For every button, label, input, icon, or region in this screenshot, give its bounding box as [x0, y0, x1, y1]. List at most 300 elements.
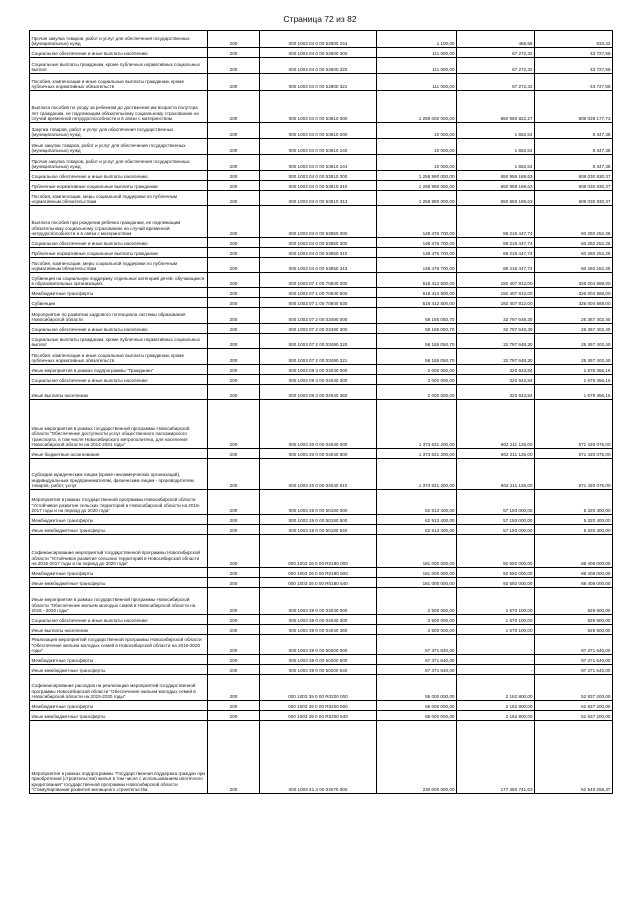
row-name: Пособия, компенсации и иные социальные выплаты гражданам, кроме публичных нормативных обязательств [30, 349, 208, 365]
row-approved: 518 412 500,00 [377, 298, 457, 308]
row-executed: 92 592 000,00 [457, 578, 535, 588]
row-remainder: 571 420 075,00 [535, 459, 613, 490]
row-executed: 67 272,32 [457, 48, 535, 58]
row-remainder: 52 837 200,00 [535, 675, 613, 701]
row-remainder: 608 030 830,37 [535, 191, 613, 206]
row-admin-code: 200 [208, 400, 260, 449]
row-approved: 148 476 700,00 [377, 206, 457, 238]
row-approved: 518 412 500,00 [377, 273, 457, 288]
row-executed: - [457, 635, 535, 655]
row-admin-code: 200 [208, 625, 260, 635]
row-approved: 10 000,00 [377, 155, 457, 171]
table-row [30, 515, 613, 525]
row-budget-code: 000 1003 04 0 00 53810 313 [260, 191, 377, 206]
row-admin-code: 200 [208, 490, 260, 515]
row-name: Иные выплаты населению [30, 625, 208, 635]
page-header: Страница 72 из 82 [283, 14, 357, 24]
row-approved: 181 000 000,00 [377, 568, 457, 578]
row-name: Иные межбюджетные трансферты [30, 525, 208, 535]
row-approved: 230 000 000,00 [377, 721, 457, 794]
row-approved: 1 258 990 000,00 [377, 171, 457, 181]
row-name: Социальное обеспечение и иные выплаты населению [30, 615, 208, 625]
row-executed: 192 407 812,00 [457, 288, 535, 298]
row-remainder: 608 030 830,37 [535, 181, 613, 191]
row-approved: 58 165 050,70 [377, 349, 457, 365]
row-remainder: 43 727,68 [535, 74, 613, 91]
row-remainder: 25 367 402,40 [535, 324, 613, 334]
row-name: Межбюджетные трансферты [30, 701, 208, 711]
table-row [30, 334, 613, 349]
table-row [30, 459, 613, 490]
row-remainder: 88 408 000,00 [535, 568, 613, 578]
row-admin-code: 200 [208, 459, 260, 490]
row-name: Межбюджетные трансферты [30, 288, 208, 298]
row-budget-code: 000 1003 09 3 00 04040 000 [260, 365, 377, 375]
row-admin-code: 200 [208, 449, 260, 459]
row-budget-code: 000 1003 39 0 00 04040 000 [260, 588, 377, 615]
row-budget-code: 000 1003 04 0 00 53810 310 [260, 181, 377, 191]
table-row [30, 365, 613, 375]
row-approved: 10 000,00 [377, 123, 457, 139]
table-row [30, 615, 613, 625]
row-admin-code: 200 [208, 701, 260, 711]
row-name: Пособия, компенсации, меры социальной поддержки по публичным нормативным обязательствам [30, 191, 208, 206]
row-executed: 192 407 812,00 [457, 273, 535, 288]
row-admin-code: 200 [208, 308, 260, 324]
row-approved: 181 000 000,00 [377, 535, 457, 568]
row-remainder: 60 260 252,26 [535, 258, 613, 273]
row-remainder: 87 371 640,00 [535, 635, 613, 655]
table-row [30, 91, 613, 123]
row-executed: - [457, 665, 535, 675]
row-approved: 1 258 990 000,00 [377, 191, 457, 206]
row-approved: 1 373 631 200,00 [377, 459, 457, 490]
table-row [30, 31, 613, 48]
row-name: Публичные нормативные социальные выплаты гражданам [30, 248, 208, 258]
row-name: Иные выплаты населению [30, 385, 208, 400]
row-remainder: 8 347,36 [535, 123, 613, 139]
row-remainder: 326 004 688,00 [535, 298, 613, 308]
row-budget-code: 000 1003 39 0 00 50200 540 [260, 665, 377, 675]
row-approved: 55 000 000,00 [377, 675, 457, 701]
row-name: Выплата пособия при рождении ребенка гражданам, не подлежащим обязательному социальному страхованию на случай временной нетрудоспособности и в связи с материнством [30, 206, 208, 238]
row-executed: 67 272,32 [457, 74, 535, 91]
table-row [30, 349, 613, 365]
row-executed: 92 592 000,00 [457, 568, 535, 578]
row-budget-code: 000 1003 26 0 00 50180 540 [260, 525, 377, 535]
row-executed: 1 570 100,00 [457, 625, 535, 635]
row-budget-code: 000 1003 26 0 00 R0180 000 [260, 535, 377, 568]
row-approved: 58 165 050,70 [377, 324, 457, 334]
row-executed: 32 797 648,30 [457, 334, 535, 349]
row-admin-code: 200 [208, 171, 260, 181]
row-admin-code: 200 [208, 615, 260, 625]
row-budget-code: 000 1003 20 0 00 04040 810 [260, 459, 377, 490]
row-name: Межбюджетные трансферты [30, 515, 208, 525]
row-budget-code: 000 1003 07 1 00 70840 000 [260, 273, 377, 288]
row-approved: 181 000 000,00 [377, 578, 457, 588]
row-admin-code: 200 [208, 155, 260, 171]
row-name: Иные межбюджетные трансферты [30, 711, 208, 721]
row-budget-code: 000 1003 39 0 00 R0200 540 [260, 711, 377, 721]
row-approved: 111 000,00 [377, 74, 457, 91]
table-row [30, 238, 613, 248]
row-approved: 1 258 990 000,00 [377, 181, 457, 191]
row-approved: 58 165 050,70 [377, 308, 457, 324]
row-executed: 88 216 447,74 [457, 238, 535, 248]
table-row [30, 288, 613, 298]
row-admin-code: 200 [208, 273, 260, 288]
table-row [30, 308, 613, 324]
row-budget-code: 000 1003 20 0 00 04040 000 [260, 400, 377, 449]
row-admin-code: 200 [208, 635, 260, 655]
row-budget-code: 000 1003 04 0 00 52800 320 [260, 58, 377, 74]
row-executed: 2 162 800,00 [457, 675, 535, 701]
row-budget-code: 000 1003 09 3 00 04040 300 [260, 375, 377, 385]
row-name: Пособия, компенсации, меры социальной поддержки по публичным нормативным обязательствам [30, 258, 208, 273]
row-executed: 1 570 100,00 [457, 615, 535, 625]
row-admin-code: 200 [208, 91, 260, 123]
row-name: Социальное обеспечение и иные выплаты населению [30, 48, 208, 58]
row-name: Софинансирование расходов на реализацию мероприятий государственной программы Новосибирской области "Обеспечение жильем молодых семей в Новосибирской области на 2015-2020 годы" [30, 675, 208, 701]
row-remainder: 571 420 075,00 [535, 449, 613, 459]
row-remainder: 8 347,36 [535, 139, 613, 155]
row-admin-code: 200 [208, 48, 260, 58]
row-executed: 177 450 741,63 [457, 721, 535, 794]
row-executed: 32 797 648,30 [457, 324, 535, 334]
row-executed: 67 272,32 [457, 58, 535, 74]
table-row [30, 675, 613, 701]
row-remainder: 43 727,68 [535, 48, 613, 58]
row-budget-code: 000 1003 39 0 00 04040 300 [260, 615, 377, 625]
row-remainder: 571 420 075,00 [535, 400, 613, 449]
table-row [30, 248, 613, 258]
row-executed: 2 162 800,00 [457, 701, 535, 711]
row-remainder: 25 367 402,40 [535, 334, 613, 349]
table-row [30, 655, 613, 665]
row-remainder: 326 004 688,00 [535, 288, 613, 298]
row-name: Иные бюджетные ассигнования [30, 449, 208, 459]
row-admin-code: 200 [208, 568, 260, 578]
table-row [30, 535, 613, 568]
row-approved: 2 000 000,00 [377, 385, 457, 400]
row-name: Социальное обеспечение и иные выплаты населению [30, 375, 208, 385]
row-admin-code: 200 [208, 324, 260, 334]
row-name: Софинансирование мероприятий государственной программы Новосибирской области "Устойчивое развитие сельских территорий в Новосибирской области на 2015-2017 годы и на период до 2020 года" [30, 535, 208, 568]
table-row [30, 273, 613, 288]
row-approved: 55 000 000,00 [377, 711, 457, 721]
row-budget-code: 000 1003 04 0 00 52800 300 [260, 48, 377, 58]
row-approved: 62 513 400,00 [377, 490, 457, 515]
row-name: Социальные выплаты гражданам, кроме публичных нормативных социальных выплат [30, 334, 208, 349]
row-budget-code: 000 1003 07 2 00 03490 000 [260, 308, 377, 324]
row-admin-code: 200 [208, 248, 260, 258]
table-row [30, 298, 613, 308]
row-executed: 320 643,84 [457, 375, 535, 385]
row-executed: 650 959 169,63 [457, 171, 535, 181]
row-executed: 650 959 169,63 [457, 181, 535, 191]
row-name: Мероприятия в рамках подпрограммы "Государственная поддержка граждан при приобретении (строительстве) жилья в том числе с использованием ипотечного кредитования" государственной программы Новосибирской области "Стимулирование развития жилищного строительства [30, 721, 208, 794]
table-row [30, 400, 613, 449]
table-row [30, 74, 613, 91]
row-name: Реализация мероприятий государственной программы Новосибирской области "Обеспечение жильем молодых семей в Новосибирской области на 2015-2020 годы" [30, 635, 208, 655]
row-budget-code: 000 1003 07 2 00 03490 321 [260, 349, 377, 365]
row-approved: 87 371 640,00 [377, 635, 457, 655]
row-executed: 1 652,64 [457, 123, 535, 139]
row-budget-code: 000 1003 04 0 00 52800 321 [260, 74, 377, 91]
row-executed: 32 797 648,30 [457, 349, 535, 365]
row-admin-code: 200 [208, 31, 260, 48]
row-budget-code: 000 1003 07 1 00 70840 500 [260, 288, 377, 298]
row-name: Прочая закупка товаров, работ и услуг для обеспечения государственных (муниципальных) нужд [30, 31, 208, 48]
row-executed: 57 193 000,00 [457, 490, 535, 515]
row-budget-code: 000 1003 26 0 00 50180 000 [260, 490, 377, 515]
row-name: Субвенция на социальную поддержку отдельных категорий детей, обучающихся в образовательных организациях [30, 273, 208, 288]
row-executed: 466,58 [457, 31, 535, 48]
row-admin-code: 200 [208, 375, 260, 385]
row-remainder: 43 727,68 [535, 58, 613, 74]
row-name: Закупка товаров, работ и услуг для обеспечения государственных (муниципальных) нужд [30, 123, 208, 139]
row-approved: 58 165 050,70 [377, 334, 457, 349]
table-row [30, 578, 613, 588]
row-executed: 1 570 100,00 [457, 588, 535, 615]
row-admin-code: 200 [208, 525, 260, 535]
budget-table [29, 30, 613, 794]
table-row [30, 171, 613, 181]
row-executed: 320 643,84 [457, 365, 535, 375]
row-remainder: 88 408 000,00 [535, 535, 613, 568]
row-remainder: 1 679 356,16 [535, 365, 613, 375]
row-remainder: 1 679 356,16 [535, 375, 613, 385]
row-budget-code: 000 1003 07 2 00 03490 300 [260, 324, 377, 334]
row-name: Субсидии юридическим лицам (кроме некоммерческих организаций), индивидуальным предпринимателям, физическим лицам - производителям товаров, работ, услуг [30, 459, 208, 490]
row-admin-code: 200 [208, 181, 260, 191]
row-remainder: 60 260 252,26 [535, 206, 613, 238]
table-row [30, 525, 613, 535]
row-executed: 57 193 000,00 [457, 515, 535, 525]
row-name: Иные межбюджетные трансферты [30, 665, 208, 675]
row-executed: 57 193 000,00 [457, 525, 535, 535]
row-budget-code: 000 1003 07 2 00 03490 320 [260, 334, 377, 349]
row-remainder: 326 004 688,00 [535, 273, 613, 288]
table-row [30, 635, 613, 655]
row-remainder: 60 260 252,26 [535, 248, 613, 258]
row-remainder: 25 367 402,40 [535, 308, 613, 324]
row-approved: 1 100,00 [377, 31, 457, 48]
table-row [30, 625, 613, 635]
row-budget-code: 000 1003 04 0 00 53810 240 [260, 139, 377, 155]
row-name: Социальные выплаты гражданам, кроме публичных нормативных социальных выплат [30, 58, 208, 74]
table-row [30, 701, 613, 711]
row-budget-code: 000 1003 39 0 00 R0200 000 [260, 675, 377, 701]
row-admin-code: 200 [208, 191, 260, 206]
row-approved: 55 000 000,00 [377, 701, 457, 711]
row-name: Мероприятия в рамках государственной программы Новосибирской области "Устойчивое развитие сельских территорий в Новосибирской области на 2015-2017 годы и на период до 2020 года" [30, 490, 208, 515]
row-budget-code: 000 1003 39 0 00 04040 360 [260, 625, 377, 635]
row-budget-code: 000 1003 39 0 00 50200 500 [260, 655, 377, 665]
row-approved: 62 513 400,00 [377, 525, 457, 535]
row-approved: 148 476 700,00 [377, 238, 457, 248]
row-executed: 88 216 447,74 [457, 206, 535, 238]
table-row [30, 139, 613, 155]
row-approved: 111 000,00 [377, 58, 457, 74]
row-remainder: 88 408 000,00 [535, 578, 613, 588]
row-budget-code: 000 1003 04 0 00 53810 200 [260, 123, 377, 139]
row-approved: 111 000,00 [377, 48, 457, 58]
row-remainder: 608 030 830,37 [535, 171, 613, 181]
row-approved: 87 371 640,00 [377, 655, 457, 665]
row-remainder: 5 320 400,00 [535, 515, 613, 525]
row-budget-code: 000 1003 26 0 00 R0180 500 [260, 568, 377, 578]
row-admin-code: 200 [208, 721, 260, 794]
row-approved: 2 500 000,00 [377, 615, 457, 625]
table-row [30, 155, 613, 171]
row-admin-code: 200 [208, 655, 260, 665]
row-name: Межбюджетные трансферты [30, 655, 208, 665]
row-budget-code: 000 1003 04 0 00 53850 300 [260, 238, 377, 248]
row-remainder: 633,42 [535, 31, 613, 48]
row-remainder: 5 320 400,00 [535, 525, 613, 535]
row-budget-code: 000 1003 39 0 00 50200 000 [260, 635, 377, 655]
row-budget-code: 000 1003 04 0 00 53850 313 [260, 258, 377, 273]
row-executed: 88 216 447,74 [457, 258, 535, 273]
table-row [30, 449, 613, 459]
row-name: Межбюджетные трансферты [30, 568, 208, 578]
row-admin-code: 200 [208, 535, 260, 568]
row-admin-code: 200 [208, 258, 260, 273]
row-remainder: 929 900,00 [535, 625, 613, 635]
row-budget-code: 000 1003 04 0 00 53810 300 [260, 171, 377, 181]
table-row [30, 58, 613, 74]
table-row [30, 385, 613, 400]
row-approved: 87 371 640,00 [377, 665, 457, 675]
row-executed: 92 592 000,00 [457, 535, 535, 568]
row-name: Иные закупки товаров, работ и услуг для обеспечения государственных (муниципальных) нужд [30, 139, 208, 155]
row-budget-code: 000 1003 04 0 00 53810 000 [260, 91, 377, 123]
budget-table-body [30, 31, 613, 794]
row-executed: 32 797 648,30 [457, 308, 535, 324]
row-executed: - [457, 655, 535, 665]
row-admin-code: 200 [208, 298, 260, 308]
row-budget-code: 000 1003 20 0 00 04040 800 [260, 449, 377, 459]
table-row [30, 568, 613, 578]
row-executed: 192 407 812,00 [457, 298, 535, 308]
row-name: Субвенции [30, 298, 208, 308]
table-row [30, 258, 613, 273]
row-budget-code: 000 1003 41 3 00 04070 000 [260, 721, 377, 794]
row-admin-code: 200 [208, 206, 260, 238]
table-row [30, 490, 613, 515]
row-admin-code: 200 [208, 588, 260, 615]
row-approved: 62 513 400,00 [377, 515, 457, 525]
table-row [30, 324, 613, 334]
row-approved: 148 476 700,00 [377, 248, 457, 258]
row-admin-code: 200 [208, 515, 260, 525]
row-admin-code: 200 [208, 58, 260, 74]
row-remainder: 1 679 356,16 [535, 385, 613, 400]
row-admin-code: 200 [208, 665, 260, 675]
row-remainder: 929 900,00 [535, 615, 613, 625]
row-remainder: 52 837 200,00 [535, 711, 613, 721]
row-approved: 1 259 000 000,00 [377, 91, 457, 123]
row-approved: 1 373 631 200,00 [377, 400, 457, 449]
table-row [30, 588, 613, 615]
row-remainder: 929 900,00 [535, 588, 613, 615]
row-name: Социальное обеспечение и иные выплаты населению [30, 238, 208, 248]
row-remainder: 8 347,36 [535, 155, 613, 171]
row-remainder: 60 260 252,26 [535, 238, 613, 248]
row-admin-code: 200 [208, 74, 260, 91]
row-approved: 10 000,00 [377, 139, 457, 155]
row-approved: 518 412 500,00 [377, 288, 457, 298]
row-remainder: 25 367 402,40 [535, 349, 613, 365]
row-admin-code: 200 [208, 349, 260, 365]
row-executed: 802 211 125,00 [457, 400, 535, 449]
row-name: Публичные нормативные социальные выплаты гражданам [30, 181, 208, 191]
row-remainder: 52 837 200,00 [535, 701, 613, 711]
table-row [30, 375, 613, 385]
row-admin-code: 200 [208, 578, 260, 588]
row-name: Иные мероприятия в рамках государственной программы Новосибирской области "Обеспечение доступности услуг общественного пассажирского транспорта, в том числе Новосибирского метрополитена, для населения Новосибирской области на 2014-2021 годы" [30, 400, 208, 449]
row-admin-code: 200 [208, 711, 260, 721]
table-row [30, 123, 613, 139]
row-executed: 802 211 125,00 [457, 459, 535, 490]
row-approved: 2 000 000,00 [377, 365, 457, 375]
row-name: Иные мероприятия в рамках подпрограммы "Гражданин" [30, 365, 208, 375]
row-approved: 2 500 000,00 [377, 588, 457, 615]
row-remainder: 5 320 400,00 [535, 490, 613, 515]
row-name: Пособия, компенсации и иные социальные выплаты гражданам, кроме публичных нормативных обязательств [30, 74, 208, 91]
table-row [30, 711, 613, 721]
row-name: Социальное обеспечение и иные выплаты населению [30, 171, 208, 181]
row-name: Иные мероприятия в рамках государственной программы Новосибирской области "Обеспечение жильем молодых семей в Новосибирской области на 2015 - 2020 годы" [30, 588, 208, 615]
row-admin-code: 200 [208, 334, 260, 349]
row-approved: 2 500 000,00 [377, 625, 457, 635]
row-admin-code: 200 [208, 139, 260, 155]
row-remainder: 52 549 258,37 [535, 721, 613, 794]
row-executed: 320 643,84 [457, 385, 535, 400]
row-budget-code: 000 1003 39 0 00 R0200 500 [260, 701, 377, 711]
row-admin-code: 200 [208, 288, 260, 298]
row-remainder: 608 039 177,73 [535, 91, 613, 123]
row-budget-code: 000 1003 07 1 00 70840 530 [260, 298, 377, 308]
row-remainder: 87 371 640,00 [535, 665, 613, 675]
row-admin-code: 200 [208, 675, 260, 701]
row-budget-code: 000 1003 04 0 00 53810 244 [260, 155, 377, 171]
table-row [30, 191, 613, 206]
table-row [30, 721, 613, 794]
row-executed: 2 162 800,00 [457, 711, 535, 721]
row-remainder: 87 371 640,00 [535, 655, 613, 665]
row-name: Выплата пособия по уходу за ребенком до достижения им возраста полутора лет гражданам, не подлежащим обязательному социальному страхованию на случай временной нетрудоспособности и в связи с материнством [30, 91, 208, 123]
row-name: Прочая закупка товаров, работ и услуг для обеспечения государственных (муниципальных) нужд [30, 155, 208, 171]
row-admin-code: 200 [208, 123, 260, 139]
table-row [30, 206, 613, 238]
row-executed: 650 960 822,27 [457, 91, 535, 123]
row-approved: 1 373 631 200,00 [377, 449, 457, 459]
row-executed: 1 652,64 [457, 155, 535, 171]
table-row [30, 665, 613, 675]
row-budget-code: 000 1003 26 0 00 R0180 540 [260, 578, 377, 588]
table-row [30, 48, 613, 58]
row-budget-code: 000 1003 04 0 00 53850 000 [260, 206, 377, 238]
row-admin-code: 200 [208, 238, 260, 248]
row-approved: 2 000 000,00 [377, 375, 457, 385]
row-admin-code: 200 [208, 385, 260, 400]
row-executed: 802 211 125,00 [457, 449, 535, 459]
row-executed: 1 652,64 [457, 139, 535, 155]
row-executed: 88 216 447,74 [457, 248, 535, 258]
